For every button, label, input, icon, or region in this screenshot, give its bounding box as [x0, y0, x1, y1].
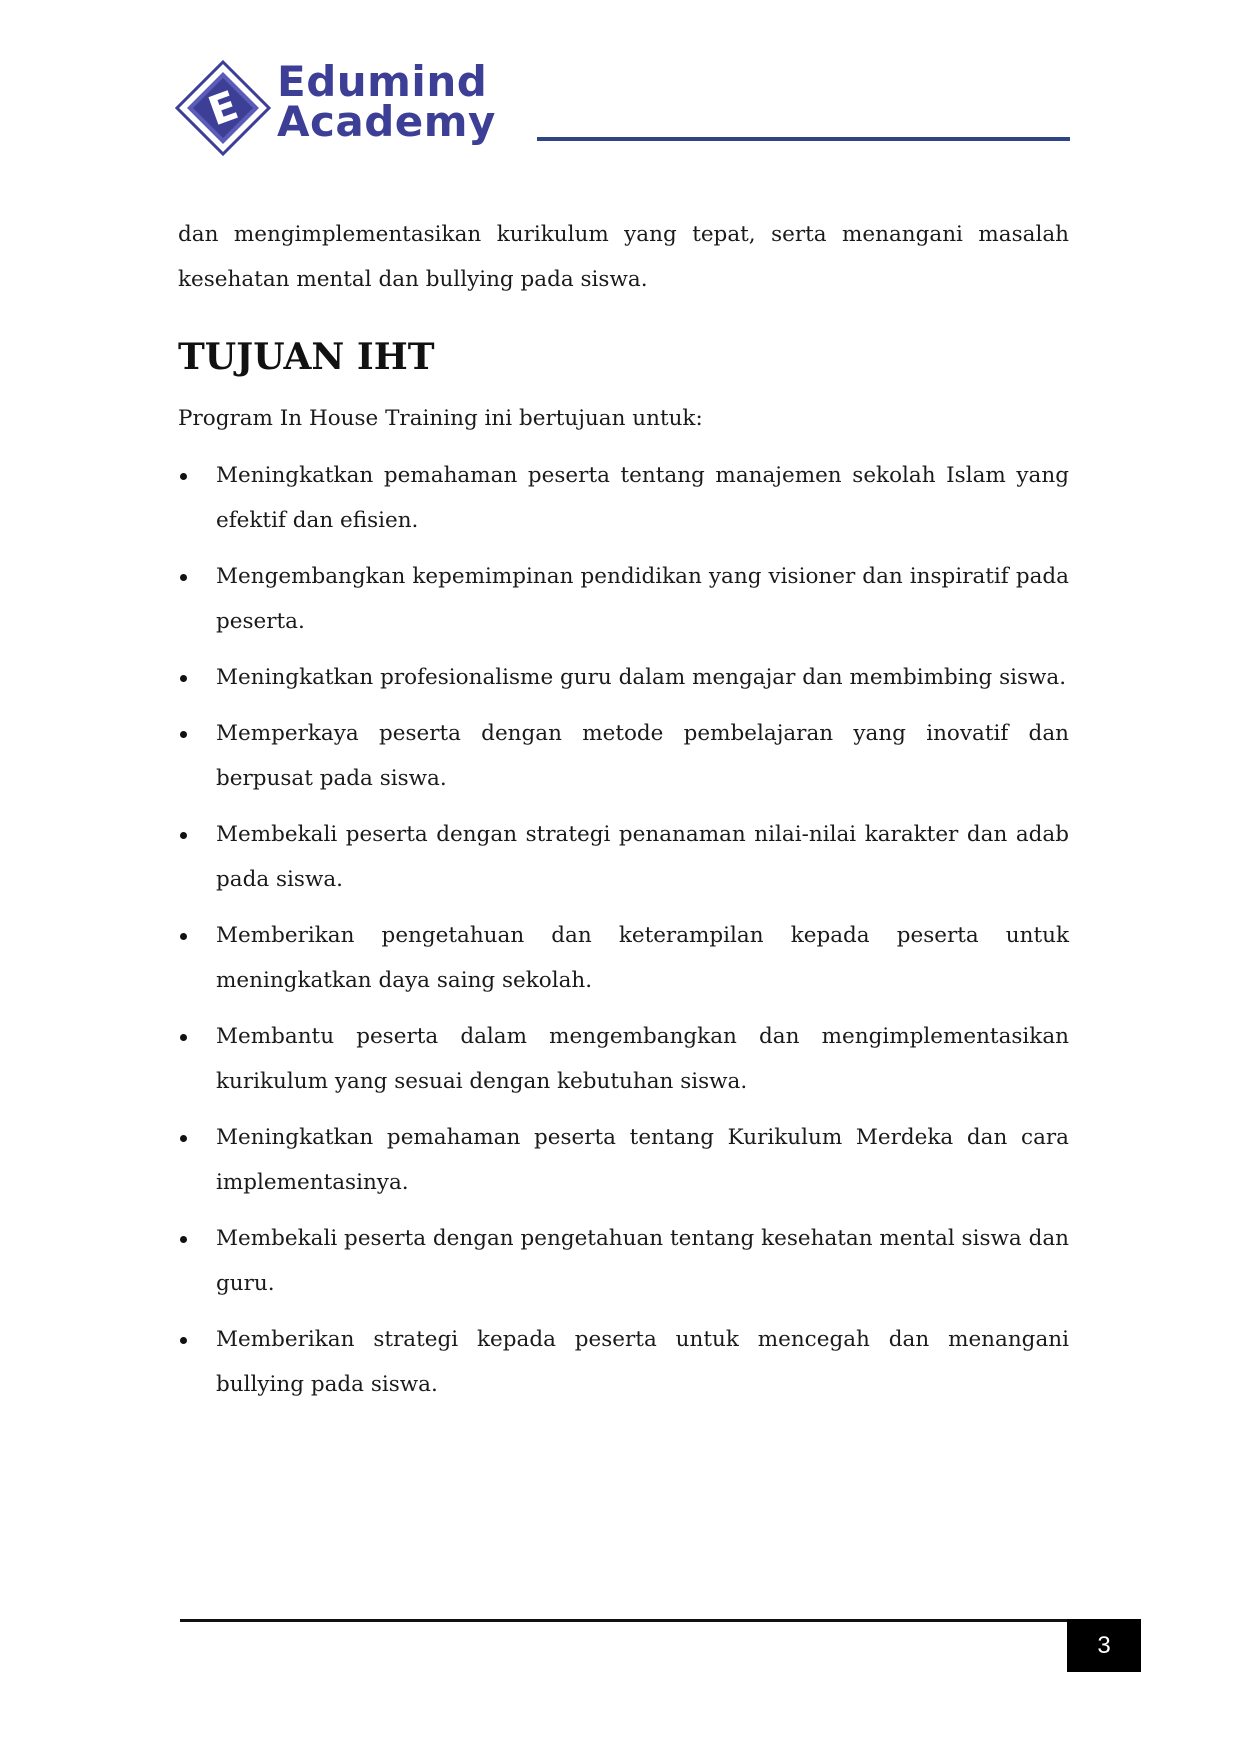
bullet-icon: [180, 675, 187, 682]
list-item: [178, 1216, 1069, 1306]
list-item-text: Meningkatkan pemahaman peserta tentang Kurikulum Merdeka dan cara implementasinya.: [216, 1125, 1069, 1195]
brand-line-2: Academy: [277, 97, 496, 146]
list-item: [178, 1317, 1069, 1407]
bullet-icon: [180, 832, 187, 839]
edumind-logo-icon: [175, 60, 271, 156]
section-heading: TUJUAN IHT: [178, 336, 435, 378]
logo-letter: E: [202, 82, 245, 136]
continuation-paragraph: dan mengimplementasikan kurikulum yang tepat, serta menangani masalah kesehatan mental dan bullying pada siswa.: [178, 222, 1069, 292]
header-rule: [537, 137, 1070, 141]
bullet-icon: [180, 1337, 187, 1344]
bullet-icon: [180, 1236, 187, 1243]
bullet-icon: [180, 1034, 187, 1041]
bullet-icon: [180, 933, 187, 940]
bullet-icon: [180, 473, 187, 480]
objectives-list: [178, 453, 1069, 1407]
bullet-icon: [180, 1135, 187, 1142]
page-number: 3: [1067, 1619, 1141, 1672]
bullet-icon: [180, 731, 187, 738]
intro-paragraph: Program In House Training ini bertujuan untuk:: [178, 406, 703, 431]
list-item: [178, 1014, 1069, 1104]
page-content: [178, 212, 1069, 1418]
list-item: [178, 453, 1069, 543]
list-item-text: Mengembangkan kepemimpinan pendidikan yang visioner dan inspiratif pada peserta.: [216, 564, 1069, 634]
footer-rule: [180, 1619, 1070, 1622]
brand-line-1: Edumind: [277, 57, 488, 106]
list-item-text: Membekali peserta dengan pengetahuan tentang kesehatan mental siswa dan guru.: [216, 1226, 1069, 1296]
list-item: [178, 711, 1069, 801]
bullet-icon: [180, 574, 187, 581]
list-item: [178, 913, 1069, 1003]
list-item: [178, 1115, 1069, 1205]
list-item-text: Memberikan pengetahuan dan keterampilan kepada peserta untuk meningkatkan daya saing sekolah.: [216, 923, 1069, 993]
list-item-text: Membekali peserta dengan strategi penanaman nilai-nilai karakter dan adab pada siswa.: [216, 822, 1069, 892]
list-item-text: Meningkatkan pemahaman peserta tentang manajemen sekolah Islam yang efektif dan efisien.: [216, 463, 1069, 533]
list-item-text: Memperkaya peserta dengan metode pembelajaran yang inovatif dan berpusat pada siswa.: [216, 721, 1069, 791]
page-header: [175, 57, 1070, 160]
list-item-text: Membantu peserta dalam mengembangkan dan mengimplementasikan kurikulum yang sesuai dengan kebutuhan siswa.: [216, 1024, 1069, 1094]
list-item-text: Memberikan strategi kepada peserta untuk mencegah dan menangani bullying pada siswa.: [216, 1327, 1069, 1397]
list-item-text: Meningkatkan profesionalisme guru dalam mengajar dan membimbing siswa.: [216, 665, 1067, 690]
list-item: [178, 554, 1069, 644]
list-item: [178, 812, 1069, 902]
list-item: [178, 655, 1069, 700]
brand-name: [277, 57, 496, 146]
